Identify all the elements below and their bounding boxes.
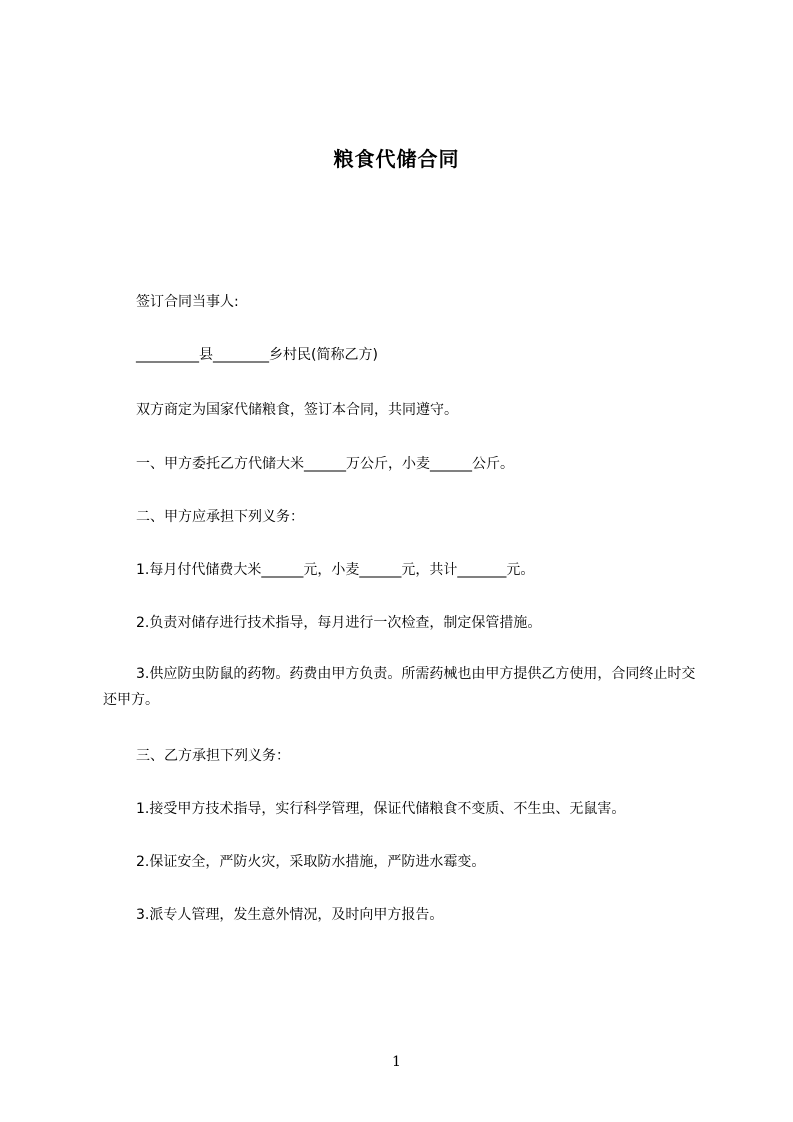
clause-3-heading: 三、乙方承担下列义务： bbox=[136, 748, 290, 764]
agreement-intro: 双方商定为国家代储粮食，签订本合同，共同遵守。 bbox=[136, 402, 458, 418]
document-title: 粮食代储合同 bbox=[333, 147, 460, 171]
clause-2-item-3: 3.供应防虫防鼠的药物。药费由甲方负责。所需药械也由甲方提供乙方使用，合同终止时交还甲方。 bbox=[103, 666, 696, 708]
clause-3-item-3: 3.派专人管理，发生意外情况，及时向甲方报告。 bbox=[136, 907, 444, 923]
clause-1: 一、甲方委托乙方代储大米______万公斤，小麦______公斤。 bbox=[136, 456, 514, 472]
clause-3-item-1: 1.接受甲方技术指导，实行科学管理，保证代储粮食不变质、不生虫、无鼠害。 bbox=[136, 801, 626, 817]
clause-2-item-2: 2.负责对储存进行技术指导，每月进行一次检查，制定保管措施。 bbox=[136, 615, 542, 631]
clause-2-heading: 二、甲方应承担下列义务： bbox=[136, 509, 304, 525]
clause-3-item-2: 2.保证安全，严防火灾，采取防水措施，严防进水霉变。 bbox=[136, 854, 486, 870]
clause-2-item-1: 1.每月付代储费大米______元，小麦______元，共计_______元。 bbox=[136, 562, 535, 578]
page-number: 1 bbox=[392, 1054, 401, 1070]
party-b-line: _________县________乡村民(简称乙方) bbox=[136, 347, 378, 363]
parties-heading: 签订合同当事人: bbox=[136, 294, 239, 310]
